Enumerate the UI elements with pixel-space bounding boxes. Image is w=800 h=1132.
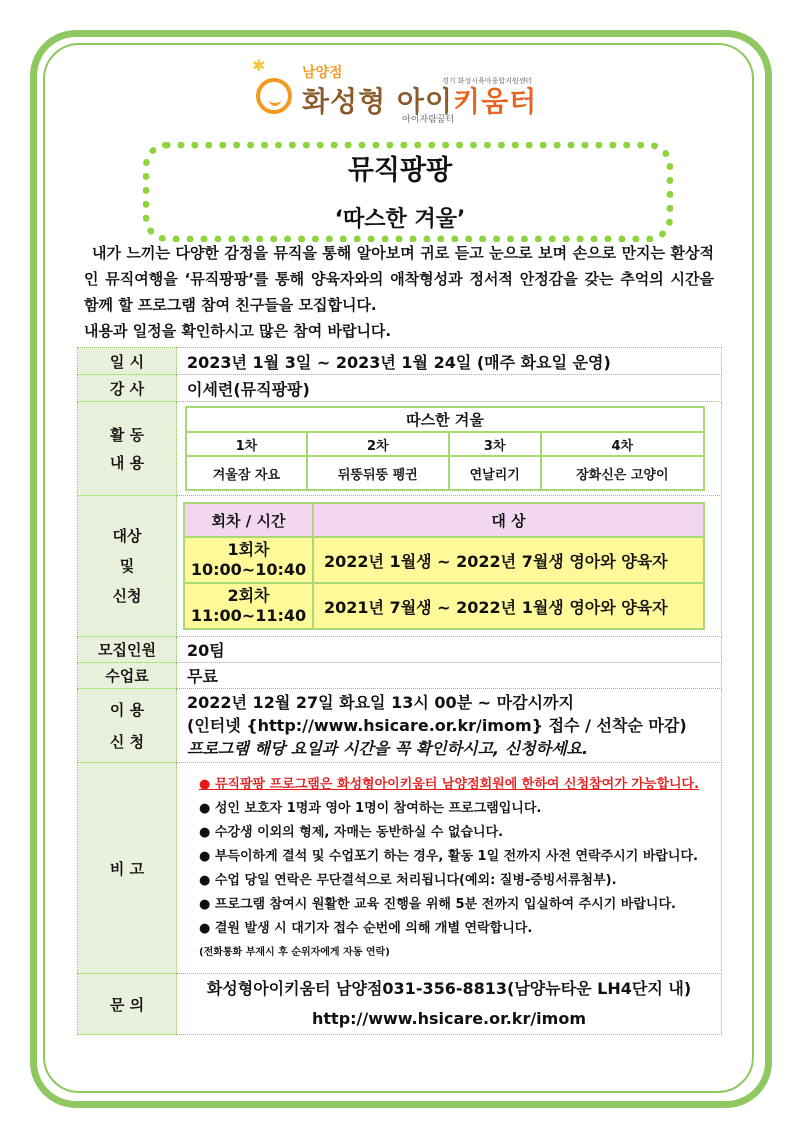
- note-item: ● 프로그램 참여시 원활한 교육 진행을 위해 5분 전까지 입실하여 주시기 바랍니다.: [199, 897, 676, 912]
- logo-tagline: 아이자람꿈터: [402, 115, 455, 125]
- page-title: 뮤직팡팡: [347, 155, 453, 186]
- notes-member-only: ● 뮤직팡팡 프로그램은 화성형아이키움터 남양점회원에 한하여 신청참여가 가능합니다.: [199, 777, 700, 792]
- logo-name: 화성형 아이키움터: [302, 85, 538, 118]
- target-desc-1: 2022년 1월생 ~ 2022년 7월생 영아와 양육자: [313, 537, 704, 583]
- session-4: 4차: [541, 432, 704, 456]
- notes-list: [177, 763, 721, 973]
- notes-label: 비 고: [78, 763, 177, 974]
- note-item: ● 성인 보호자 1명과 영아 1명이 참여하는 프로그램입니다.: [199, 801, 542, 816]
- activity-header: 따스한 겨울: [186, 407, 704, 432]
- apply-period: 2022년 12월 27일 화요일 13시 00분 ~ 마감시까지: [187, 693, 574, 712]
- note-small: (전화통화 부재시 후 순위자에게 자동 연락): [199, 947, 390, 958]
- logo: [252, 56, 552, 130]
- inquiry-contact: 화성형아이키움터 남양점031-356-8813(남양뉴타운 LH4단지 내): [206, 979, 692, 998]
- note-item: ● 결원 발생 시 대기자 접수 순번에 의해 개별 연락합니다.: [199, 921, 533, 936]
- apply-method: (인터넷 {http://www.hsicare.or.kr/imom} 접수 / 선착순 마감): [187, 716, 687, 735]
- smile-face-icon: [256, 78, 292, 114]
- notes-cell: [177, 763, 722, 974]
- intro-text: [84, 240, 714, 344]
- date-value: 2023년 1월 3일 ~ 2023년 1월 24일 (매주 화요일 운영): [177, 348, 722, 375]
- topic-4: 장화신은 고양이: [541, 456, 704, 490]
- page-subtitle: ‘따스한 겨울’: [334, 207, 466, 232]
- session-2: 2차: [307, 432, 449, 456]
- note-item: ● 부득이하게 결석 및 수업포기 하는 경우, 활동 1일 전까지 사전 연락주시기 바랍니다.: [199, 849, 698, 864]
- apply-value: [177, 689, 722, 763]
- teacher-label: 강 사: [78, 375, 177, 402]
- target-cell: [177, 496, 722, 637]
- target-desc-2: 2021년 7월생 ~ 2022년 1월생 영아와 양육자: [313, 583, 704, 629]
- activity-label: 활 동 내 용: [78, 402, 177, 496]
- fee-label: 수업료: [78, 663, 177, 689]
- topic-1: 겨울잠 자요: [186, 456, 307, 490]
- activity-cell: [177, 402, 722, 496]
- target-label: 대상 및 신청: [78, 496, 177, 637]
- apply-notice: 프로그램 해당 요일과 시간을 꼭 확인하시고, 신청하세요.: [187, 739, 589, 758]
- fee-value: 무료: [177, 663, 722, 689]
- topic-3: 연날리기: [449, 456, 541, 490]
- logo-branch: 남양점: [302, 65, 343, 81]
- star-icon: ✱: [252, 56, 266, 75]
- target-col-time: 회차 / 시간: [184, 503, 313, 537]
- inquiry-label: 문 의: [78, 974, 177, 1035]
- target-time-1: 1회차 10:00~10:40: [184, 537, 313, 583]
- date-label: 일 시: [78, 348, 177, 375]
- intro-paragraph: 내가 느끼는 다양한 감정을 뮤직을 통해 알아보며 귀로 듣고 눈으로 보며 손으로 만지는 환상적인 뮤직여행을 ‘뮤직팡팡’를 통해 양육자와의 애착형성과 정서적 안정감을 갖는 추억의 시간을 함께 할 프로그램 참여 친구들을 모집합니다.: [84, 244, 714, 314]
- inquiry-url[interactable]: http://www.hsicare.or.kr/imom: [312, 1009, 586, 1028]
- target-table: [183, 502, 705, 630]
- apply-label: 이 용 신 청: [78, 689, 177, 763]
- capacity-value: 20팀: [177, 637, 722, 663]
- activity-table: [185, 406, 705, 491]
- session-1: 1차: [186, 432, 307, 456]
- note-item: ● 수강생 이외의 형제, 자매는 동반하실 수 없습니다.: [199, 825, 504, 840]
- info-table: [77, 347, 722, 1035]
- target-col-target: 대 상: [313, 503, 704, 537]
- inquiry-cell: [177, 974, 722, 1035]
- session-3: 3차: [449, 432, 541, 456]
- intro-closing: 내용과 일정을 확인하시고 많은 참여 바랍니다.: [84, 322, 392, 340]
- capacity-label: 모집인원: [78, 637, 177, 663]
- teacher-value: 이세련(뮤직팡팡): [177, 375, 722, 402]
- target-time-2: 2회차 11:00~11:40: [184, 583, 313, 629]
- topic-2: 뒤뚱뒤뚱 펭귄: [307, 456, 449, 490]
- logo-org: 경기 화성시육아종합지원센터: [442, 77, 533, 85]
- note-item: ● 수업 당일 연락은 무단결석으로 처리됩니다(예외: 질병-증빙서류첨부).: [199, 873, 617, 888]
